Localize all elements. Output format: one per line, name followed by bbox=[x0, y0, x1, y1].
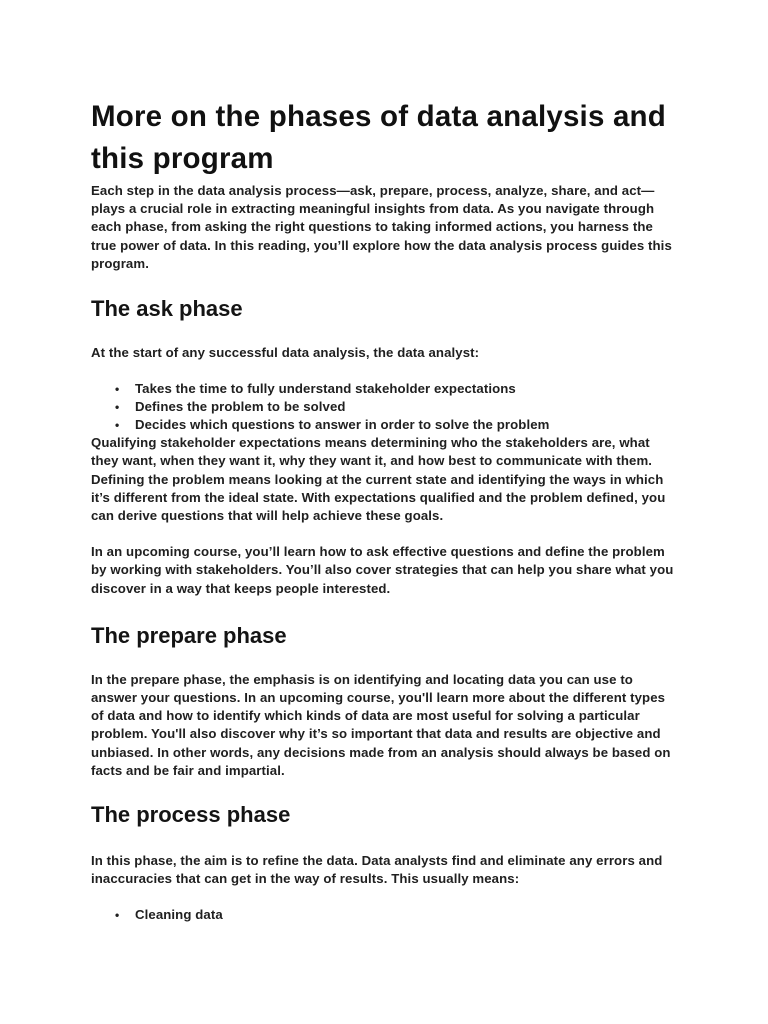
section-heading-process: The process phase bbox=[91, 802, 291, 828]
bullet-icon: • bbox=[115, 908, 120, 923]
prepare-paragraph-1: In the prepare phase, the emphasis is on identifying and locating data you can use to answer your questions. In an upcoming course, you'll learn more about the different types of data and how to identify which kinds of data are most useful for solving a particular problem. You'll also discover why it’s so important that data and results are objective and unbiased. In other words, any decisions made from an analysis should always be based on facts and be fair and impartial. bbox=[91, 671, 671, 778]
bullet-icon: • bbox=[115, 418, 120, 433]
section-heading-ask: The ask phase bbox=[91, 296, 243, 322]
list-item bbox=[115, 380, 680, 398]
list-item bbox=[115, 416, 680, 434]
ask-lead-paragraph: At the start of any successful data analysis, the data analyst: bbox=[91, 345, 480, 361]
process-bullet-list bbox=[91, 906, 680, 924]
process-paragraph-1: In this phase, the aim is to refine the data. Data analysts find and eliminate any errors and inaccuracies that can get in the way of results. This usually means: bbox=[91, 853, 663, 887]
ask-paragraph-2: In an upcoming course, you’ll learn how to ask effective questions and define the problem by working with stakeholders. You’ll also cover strategies that can help you share what you discover in a way that keeps people interested. bbox=[91, 544, 674, 596]
list-item-text: Takes the time to fully understand stakeholder expectations bbox=[135, 381, 516, 397]
list-item bbox=[115, 398, 680, 416]
ask-paragraph-1: Qualifying stakeholder expectations means determining who the stakeholders are, what they want, when they want it, why they want it, and how best to communicate with them. Defining the problem means looking at the current state and identifying the ways in which it’s different from the ideal state. With expectations qualified and the problem defined, you can derive questions that will help achieve these goals. bbox=[91, 435, 666, 524]
bullet-icon: • bbox=[115, 382, 120, 397]
bullet-icon: • bbox=[115, 400, 120, 415]
list-item bbox=[115, 906, 680, 924]
intro-paragraph: Each step in the data analysis process—ask, prepare, process, analyze, share, and act—plays a crucial role in extracting meaningful insights from data. As you navigate through each phase, from asking the right questions to taking informed actions, you harness the true power of data. In this reading, you’ll explore how the data analysis process guides this program. bbox=[91, 183, 672, 271]
section-heading-prepare: The prepare phase bbox=[91, 622, 287, 648]
list-item-text: Decides which questions to answer in order to solve the problem bbox=[135, 417, 550, 433]
page-title: More on the phases of data analysis and this program bbox=[91, 100, 666, 175]
ask-bullet-list bbox=[91, 380, 680, 434]
list-item-text: Defines the problem to be solved bbox=[135, 399, 346, 415]
list-item-text: Cleaning data bbox=[135, 907, 223, 923]
